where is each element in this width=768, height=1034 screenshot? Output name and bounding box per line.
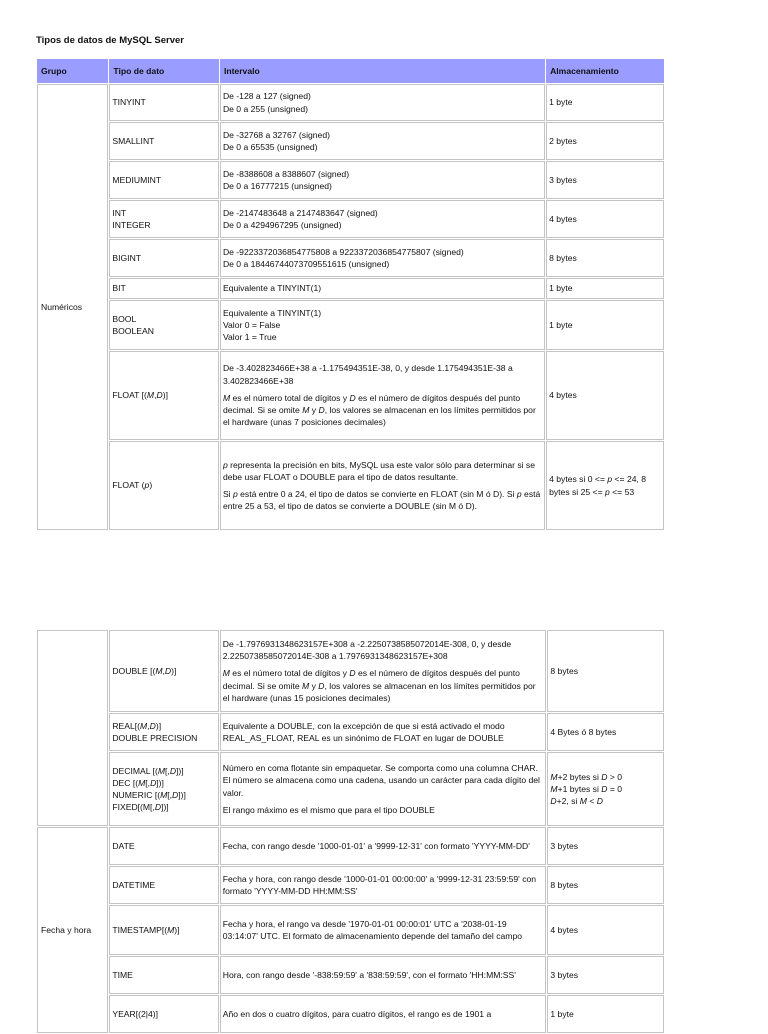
table-row (37, 866, 664, 904)
range-cell: Equivalente a TINYINT(1) (220, 278, 545, 299)
range-cell: De -9223372036854775808 a 9223372036854775807 (signed) De 0 a 18446744073709551615 (unsigned) (220, 239, 545, 277)
range-cell: Número en coma flotante sin empaquetar. Se comporta como una columna CHAR. El número se almacena como una cadena, usando un carácter para cada dígito del valor. El rango máximo es el mismo que para el tipo DOUBLE (220, 752, 547, 826)
table-row (37, 300, 664, 350)
storage-cell: 4 bytes (546, 200, 664, 238)
table-row (37, 351, 664, 440)
type-cell: DATETIME (109, 866, 218, 904)
range-cell: Fecha, con rango desde '1000-01-01' a '9999-12-31' con formato 'YYYY-MM-DD' (220, 827, 547, 865)
range-cell: Fecha y hora, el rango va desde '1970-01-01 00:00:01' UTC a '2038-01-19 03:14:07' UTC. El formato de almacenamiento depende del tamaño del campo (220, 905, 547, 955)
table-row (37, 905, 664, 955)
storage-cell: 8 bytes (546, 239, 664, 277)
type-cell: FLOAT (p) (109, 441, 219, 530)
storage-cell: 8 bytes (547, 630, 664, 712)
storage-cell: 1 byte (546, 84, 664, 121)
header-group: Grupo (37, 59, 108, 83)
type-cell: BIT (109, 278, 219, 299)
type-cell: MEDIUMINT (109, 161, 219, 199)
table-header-row (37, 59, 664, 83)
storage-cell: 3 bytes (546, 161, 664, 199)
type-cell: TIMESTAMP[(M)] (109, 905, 218, 955)
storage-cell: 1 byte (546, 278, 664, 299)
table-row (37, 239, 664, 277)
data-types-table-page-1 (36, 58, 665, 531)
type-cell: TIME (109, 956, 218, 994)
range-cell: De -128 a 127 (signed) De 0 a 255 (unsigned) (220, 84, 545, 121)
storage-cell: 3 bytes (547, 956, 664, 994)
storage-cell: 4 Bytes ó 8 bytes (547, 713, 664, 751)
range-cell: De -3.402823466E+38 a -1.175494351E-38, 0, y desde 1.175494351E-38 a 3.402823466E+38 M es el número total de dígitos y D es el número de dígitos después del punto decimal. Si se omite M y D, los valores se almacenan en los límites permitidos por el hardware (unas 7 posiciones decimales) (220, 351, 545, 440)
type-cell: BOOL BOOLEAN (109, 300, 219, 350)
group-cell-fecha-hora: Fecha y hora (37, 827, 108, 1033)
type-cell: YEAR[(2|4)] (109, 995, 218, 1033)
table-row (37, 84, 664, 121)
header-storage: Almacenamiento (546, 59, 664, 83)
table-row (37, 278, 664, 299)
range-cell: De -8388608 a 8388607 (signed) De 0 a 16777215 (unsigned) (220, 161, 545, 199)
table-row (37, 630, 664, 712)
range-cell: Año en dos o cuatro dígitos, para cuatro dígitos, el rango es de 1901 a (220, 995, 547, 1033)
type-cell: INT INTEGER (109, 200, 219, 238)
group-cell-numericos: Numéricos (37, 84, 108, 530)
range-cell: De -32768 a 32767 (signed) De 0 a 65535 (unsigned) (220, 122, 545, 160)
type-cell: REAL[(M,D)] DOUBLE PRECISION (109, 713, 218, 751)
range-cell: De -2147483648 a 2147483647 (signed) De 0 a 4294967295 (unsigned) (220, 200, 545, 238)
storage-cell: 4 bytes (546, 351, 664, 440)
table-row (37, 200, 664, 238)
data-types-table-page-2 (36, 629, 665, 1034)
header-range: Intervalo (220, 59, 545, 83)
table-row (37, 713, 664, 751)
range-cell: De -1.7976931348623157E+308 a -2.2250738585072014E-308, 0, y desde 2.2250738585072014E-308 a 1.7976931348623157E+308 M es el número total de dígitos y D es el número de dígitos después del punto decimal. Si se omite M y D, los valores se almacenan en los límites permitidos por el hardware (unas 15 posiciones decimales) (220, 630, 547, 712)
type-cell: TINYINT (109, 84, 219, 121)
group-cell-numericos-continued (37, 630, 108, 826)
type-cell: DECIMAL [(M[,D])] DEC [(M[,D])] NUMERIC [(M[,D])] FIXED[(M[,D])] (109, 752, 218, 826)
header-type: Tipo de dato (109, 59, 219, 83)
table-row (37, 441, 664, 530)
storage-cell: 1 byte (547, 995, 664, 1033)
table-row (37, 122, 664, 160)
storage-cell: 8 bytes (547, 866, 664, 904)
range-cell: Equivalente a TINYINT(1) Valor 0 = False Valor 1 = True (220, 300, 545, 350)
type-cell: SMALLINT (109, 122, 219, 160)
type-cell: DATE (109, 827, 218, 865)
document-title: Tipos de datos de MySQL Server (36, 35, 185, 46)
table-row (37, 161, 664, 199)
storage-cell: 1 byte (546, 300, 664, 350)
storage-cell: 2 bytes (546, 122, 664, 160)
type-cell: FLOAT [(M,D)] (109, 351, 219, 440)
table-row (37, 956, 664, 994)
table-row (37, 752, 664, 826)
storage-cell: 4 bytes (547, 905, 664, 955)
table-row (37, 827, 664, 865)
type-cell: BIGINT (109, 239, 219, 277)
storage-cell: M+2 bytes si D > 0 M+1 bytes si D = 0 D+2, si M < D (547, 752, 664, 826)
storage-cell: 4 bytes si 0 <= p <= 24, 8 bytes si 25 <= p <= 53 (546, 441, 664, 530)
storage-cell: 3 bytes (547, 827, 664, 865)
range-cell: Equivalente a DOUBLE, con la excepción de que si está activado el modo REAL_AS_FLOAT, REAL es un sinónimo de FLOAT en lugar de DOUBLE (220, 713, 547, 751)
range-cell: Fecha y hora, con rango desde '1000-01-01 00:00:00' a '9999-12-31 23:59:59' con formato 'YYYY-MM-DD HH:MM:SS' (220, 866, 547, 904)
range-cell: Hora, con rango desde '-838:59:59' a '838:59:59', con el formato 'HH:MM:SS' (220, 956, 547, 994)
type-cell: DOUBLE [(M,D)] (109, 630, 218, 712)
table-row (37, 995, 664, 1033)
range-cell: p representa la precisión en bits, MySQL usa este valor sólo para determinar si se debe usar FLOAT o DOUBLE para el tipo de datos resultante. Si p está entre 0 a 24, el tipo de datos se convierte en FLOAT (sin M ó D). Si p está entre 25 a 53, el tipo de datos se convierte a DOUBLE (sin M ó D). (220, 441, 545, 530)
